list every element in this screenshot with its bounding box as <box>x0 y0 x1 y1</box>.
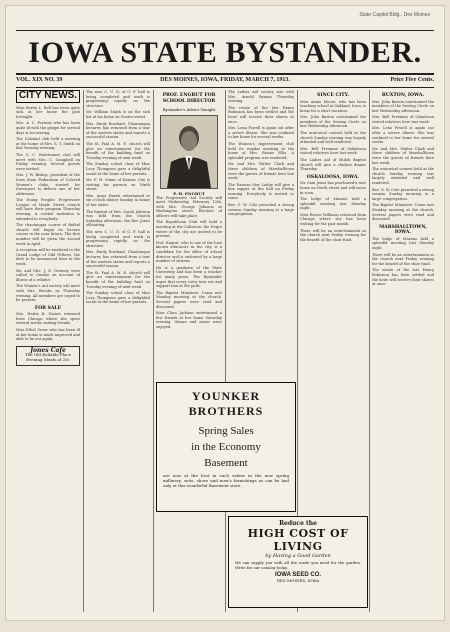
article-paragraph: Mrs. Emily Rowland, Chautauqua lecturer, has returned from a tour of the eastern states and reports a successful season. <box>86 121 150 140</box>
article-paragraph: The chautauqua course of Bethel church will begin its lecture course in the near future. The first number will be given the second week in April. <box>16 223 80 246</box>
article-paragraph: The G. C. Entertainer club will meet with Mrs. C. Campbell on Friday evening. Several guests were invited. <box>16 152 80 171</box>
article-paragraph: The Baptist Ministers' Union met Monday morning at the church. Several papers were read and discussed. <box>372 203 434 222</box>
marshalltown-heading: MARSHALLTOWN, IOWA. <box>379 224 427 236</box>
dateline <box>16 77 434 87</box>
article-paragraph: Miss Annie Moore, who has been teaching school at Oakland, Iowa, is home for a short vacation. <box>300 99 366 113</box>
article-paragraph: The Sunday school class of Miss Lucy Thompson gave a delightful social at the home of her parents. <box>86 162 150 176</box>
masthead-bottom-rule <box>16 73 434 75</box>
article-paragraph: The lodge of Masons held a splendid meeting last Monday night. <box>300 197 366 211</box>
column-divider <box>83 90 84 612</box>
since-city-heading: SINCE CITY. <box>317 93 349 98</box>
article-paragraph: The Baptist Ministers' Union met Monday morning at the church. Several papers were read and discussed. <box>156 290 222 309</box>
portrait-man-icon <box>161 116 217 188</box>
younkers-spring-sales-ad <box>156 382 296 512</box>
article-paragraph: The Progressive Aid Society will meet Wednesday, February 12th, with Mrs. George Johnson at Washington street. Election of officers will take place. <box>156 195 222 218</box>
article-paragraph: The Colonial club held a meeting at the home of Mrs. S. T. Smith on last Tuesday evening. <box>16 137 80 151</box>
article-paragraph: The funeral of Mrs. Sarah Johnson was held from the church Saturday afternoon, the Rev. Jones officiating. <box>86 209 150 228</box>
ad-brand: YOUNKER BROTHERS <box>188 389 264 418</box>
city-news-heading: CITY NEWS. <box>16 90 80 103</box>
iowa-seed-ad <box>228 516 368 608</box>
article-paragraph: Mrs. J. W. Bishop, president of the Iowa State Federation of Colored Women's clubs, started for Davenport to deliver one of her addresses. <box>16 173 80 196</box>
top-note: State Capitol Bldg., Des Moines <box>359 12 430 18</box>
portrait-photo <box>160 115 218 189</box>
article-paragraph: A reception will be tendered to the Grand Lodge of Odd Fellows, the date to be announced later in the week. <box>16 248 80 266</box>
seed-ad-top: Reduce the <box>279 520 317 527</box>
article-paragraph: The new C. U. O. of G. F. hall is being completed and work is progressing rapidly on the structure. <box>86 230 150 248</box>
article-paragraph: The Women's Aid society will meet with Mrs. Brooks on Thursday evening. All members are urged to be present. <box>16 284 80 303</box>
school-director-heading: PROF. ENGRUT FOR SCHOOL DIRECTOR <box>162 93 216 104</box>
article-paragraph: Rev. G. W. Cole preached a strong sermon Sunday morning to a large congregation. <box>372 187 434 201</box>
article-paragraph: Mrs. Bell Freeman of Oskaloosa visited relatives here last week. <box>300 146 366 156</box>
cafe-extra: Evening Meals at 25c <box>26 357 70 362</box>
column-3 <box>156 90 222 612</box>
article-paragraph: Miss Ethel Greer who has been ill at her home is much improved and able to be out again. <box>16 328 80 342</box>
column-divider <box>153 90 154 612</box>
article-paragraph: The Ladies Aid society met with Mrs. Arnold Bynum Thursday evening. <box>228 90 294 104</box>
issue-date: DES MOINES, IOWA, FRIDAY, MARCH 7, 1913. <box>160 77 290 83</box>
article-paragraph: Prof. Engrut, who is one of the best known educators in the city, is a candidate for the office of school director and is endorsed by a large number of citizens. <box>156 240 222 264</box>
article-paragraph: Mrs. Hattie B. Gaines returned from Chicago where she spent several weeks visiting friends. <box>16 312 80 326</box>
seed-ad-headline: HIGH COST OF LIVING <box>247 527 349 553</box>
article-paragraph: The lodge of Masons held a splendid meeting last Monday night. <box>372 236 434 250</box>
for-sale-heading: FOR SALE <box>34 305 62 311</box>
seed-ad-body: We can supply you with all the seeds you need for the garden. Write for our catalog today. <box>235 560 361 570</box>
article-paragraph: There will be an entertainment at the church next Friday evening for the benefit of the choir fund. <box>372 252 434 266</box>
article-paragraph: The Ladies Aid of Shiloh Baptist church will give a chicken dinner Thursday. <box>300 158 366 172</box>
article-paragraph: The Republican Club will hold a meeting at the Coliseum, the Negro voters of the city are invited to be present. <box>156 220 222 239</box>
article-paragraph: Mr. F. H. Mann of Kansas City is visiting his parents on Ninth street. <box>86 178 150 192</box>
article-paragraph: Mrs. Anna Harris entertained at six o'clock dinner Sunday in honor of her sister. <box>86 193 150 208</box>
article-paragraph: The estate of the late Henry Robinson has been settled and the heirs will receive their shares at once. <box>372 268 434 287</box>
article-paragraph: Miss Bessie Williams returned from Chicago where she has been visiting for the past month. <box>300 212 366 227</box>
newspaper-page <box>6 6 444 620</box>
article-paragraph: The Eastern Star Lodge will give a box supper at the hall on Friday evening. Everybody is invited to come. <box>228 182 294 201</box>
article-paragraph: Mr. and Mrs. Walter Clark and three children of Marshalltown were the guests of friends here last week. <box>228 162 294 181</box>
ad-body: are now at the best in such values in the new spring millinery, suits, shoes and men's furnishings as can be had only at this wonderful Basement store. <box>163 473 289 488</box>
jones-cafe-ad <box>16 346 80 366</box>
article-paragraph: Mr. William Smith is on the sick list at his home on Center street. <box>86 110 150 119</box>
column-2 <box>86 90 150 612</box>
article-paragraph: Mrs. Bell Freeman of Oskaloosa visited relatives here last week. <box>372 115 434 124</box>
article-paragraph: Mrs. Lena Powell is again out after a severe illness. She was confined to her home for several weeks. <box>372 126 434 145</box>
masthead-top-rule <box>16 30 434 31</box>
article-paragraph: Mrs. Emily Rowland, Chautauqua lecturer, has returned from a tour of the eastern states and reports a successful season. <box>86 250 150 269</box>
ad-headline-2: in the Economy <box>191 441 261 453</box>
article-paragraph: Mrs. Lena Powell is again out after a severe illness. She was confined to her home for several weeks. <box>228 126 294 140</box>
price: Price Five Cents. <box>390 77 434 83</box>
column-1 <box>16 90 80 612</box>
article-paragraph: Mrs. John Barton entertained the members of the Sewing Circle on last Wednesday afternoon. <box>300 115 366 129</box>
masthead: IOWA STATE BYSTANDER. <box>28 36 422 69</box>
column-divider <box>225 90 226 612</box>
article-paragraph: The Women's Improvement club held its regular meeting at the home of Mrs. Fannie Ellis. A splendid program was rendered. <box>228 141 294 160</box>
seed-address: DES MOINES, IOWA <box>276 578 320 584</box>
article-paragraph: The new C. U. O. of G. F. hall is being completed and work is progressing rapidly on the structure. <box>86 90 150 108</box>
article-paragraph: The oratorical contest held at the church Sunday evening was largely attended and well rendered. <box>372 167 434 185</box>
ad-headline-3: Basement <box>204 457 248 469</box>
article-paragraph: The St. Paul A. M. E. church will give an entertainment for the benefit of the building fund on Tuesday evening of next week. <box>86 270 150 289</box>
article-paragraph: Mr. Sam Jones has purchased a new home on North street and will move in soon. <box>300 181 366 195</box>
seed-company: IOWA SEED CO. <box>274 572 322 579</box>
portrait-caption: P. H. ENGRUT <box>173 190 205 196</box>
dateline-rule <box>16 87 434 88</box>
article-paragraph: The oratorical contest held at the church Sunday evening was largely attended and well rendered. <box>300 131 366 145</box>
article-paragraph: Miss Bertie L. Bell has been quite sick at her home the past fortnight. <box>16 105 80 119</box>
ad-headline-1: Spring Sales <box>198 425 254 437</box>
article-paragraph: The estate of the late Henry Robinson has been settled and the heirs will receive their shares at once. <box>228 105 294 124</box>
article-paragraph: Mrs. John Barton entertained the members of the Sewing Circle on last Wednesday afternoon. <box>372 99 434 113</box>
article-paragraph: The Young Peoples Progressive League of Maple Street church will have their program Thursday evening. A cordial invitation is extended to everybody. <box>16 198 80 221</box>
article-paragraph: Mr. and Mrs. J. E. Downey were called to Omaha on account of illness of a relative. <box>16 268 80 282</box>
column-divider <box>369 90 370 612</box>
article-paragraph: The Sunday school class of Miss Lucy Thompson gave a delightful social at the home of her parents. <box>86 291 150 305</box>
oskaloosa-heading: OSKALOOSA, IOWA. <box>306 174 360 180</box>
cafe-name: Jones Cafe <box>30 346 66 354</box>
article-paragraph: Miss Clara Jackson entertained a few friends at her home Saturday evening. Games and music were enjoyed. <box>156 311 222 329</box>
buxton-heading: BUXTON, IOWA. <box>381 93 425 98</box>
school-director-subheading: Bystander's Advice Tonight <box>162 107 216 112</box>
article-paragraph: Mr. and Mrs. Walter Clark and three children of Marshalltown were the guests of friends here last week. <box>372 146 434 165</box>
article-paragraph: He is a graduate of the State University and has been a teacher for many years. The Bystander urges that every voter turn out and support him at the polls. <box>156 265 222 289</box>
article-paragraph: The St. Paul A. M. E. church will give an entertainment for the benefit of the building fund on Tuesday evening of next week. <box>86 141 150 160</box>
article-paragraph: Rev. G. W. Cole preached a strong sermon Sunday morning to a large congregation. <box>228 203 294 217</box>
column-6 <box>372 90 434 612</box>
article-paragraph: Mrs. A. C. Fortune who has been quite ill with the grippe for several days is recovering. <box>16 121 80 135</box>
cafe-tagline: The Old Reliable Place <box>24 352 72 358</box>
article-paragraph: There will be an entertainment at the church next Friday evening for the benefit of the choir fund. <box>300 228 366 242</box>
seed-ad-sub: by Having a Good Garden <box>265 553 331 559</box>
volume-number: VOL. XIX NO. 39 <box>16 77 63 83</box>
